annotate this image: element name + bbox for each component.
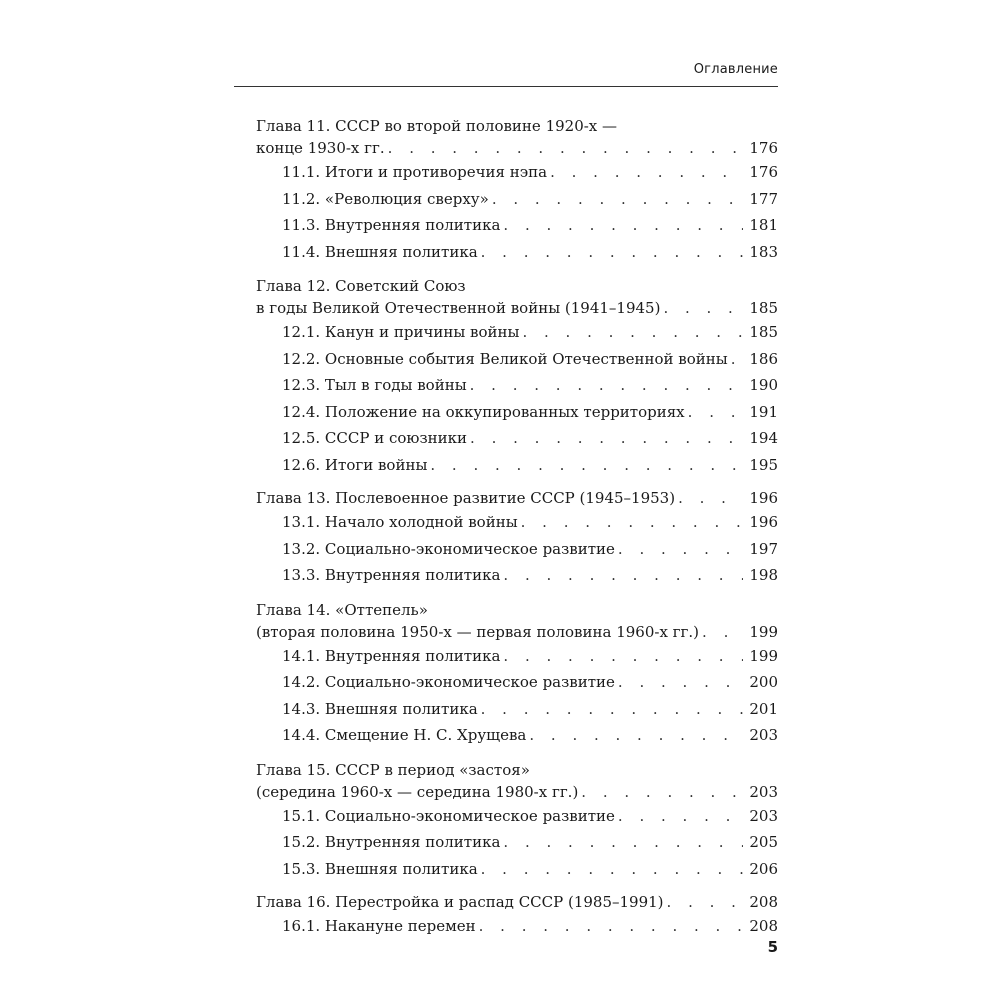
toc-chapter [256, 488, 778, 589]
section-page-number: 195 [749, 455, 778, 474]
chapter-title-text: Глава 14. «Оттепель» [256, 600, 428, 619]
chapter-entry[interactable] [256, 892, 778, 913]
section-title: 11.2. «Революция сверху» [282, 189, 489, 208]
section-page-number: 191 [749, 402, 778, 421]
section-entry[interactable] [256, 829, 778, 856]
dot-leader [522, 319, 743, 346]
section-page-number: 176 [749, 163, 778, 181]
section-entry[interactable] [256, 425, 778, 452]
header-rule [234, 86, 778, 87]
section-title: 12.4. Положение на оккупированных территориях [282, 402, 685, 421]
chapter-title-text: (середина 1960-х — середина 1980-х гг.) [256, 782, 579, 801]
section-entry[interactable] [256, 372, 778, 399]
running-header: Оглавление [693, 62, 778, 77]
section-page-number: 203 [749, 806, 778, 825]
chapter-page-number: 203 [749, 782, 778, 801]
section-page-number: 197 [749, 539, 778, 558]
section-title: 12.1. Канун и причины войны [282, 323, 520, 341]
dot-leader [550, 159, 743, 186]
section-page-number: 185 [749, 323, 778, 341]
dot-leader [481, 239, 744, 266]
dot-leader [678, 488, 743, 509]
section-entry[interactable] [256, 856, 778, 883]
chapter-title-line [256, 115, 778, 138]
section-title: 12.2. Основные события Великой Отечественной войны [282, 349, 728, 368]
section-page-number: 205 [749, 833, 778, 851]
chapter-page-number: 176 [749, 139, 778, 157]
section-entry[interactable] [256, 399, 778, 426]
toc-chapter [256, 892, 778, 940]
chapter-title-line [256, 275, 778, 298]
section-title: 11.4. Внешняя политика [282, 242, 478, 261]
section-entry[interactable] [256, 452, 778, 479]
section-page-number: 203 [749, 726, 778, 744]
chapter-title-line [256, 599, 778, 622]
chapter-entry[interactable] [256, 782, 778, 803]
section-title: 12.3. Тыл в годы войны [282, 376, 467, 394]
dot-leader [618, 803, 743, 830]
section-entry[interactable] [256, 186, 778, 213]
section-entry[interactable] [256, 239, 778, 266]
dot-leader [481, 856, 744, 883]
dot-leader [503, 212, 743, 239]
section-entry[interactable] [256, 913, 778, 940]
dot-leader [688, 399, 744, 426]
section-entry[interactable] [256, 536, 778, 563]
section-page-number: 177 [749, 189, 778, 208]
section-page-number: 200 [749, 673, 778, 691]
dot-leader [702, 622, 743, 643]
dot-leader [663, 298, 743, 319]
section-entry[interactable] [256, 319, 778, 346]
section-entry[interactable] [256, 346, 778, 373]
section-page-number: 206 [749, 859, 778, 878]
chapter-entry[interactable] [256, 488, 778, 509]
toc-chapter [256, 599, 778, 749]
chapter-entry[interactable] [256, 138, 778, 159]
section-entry[interactable] [256, 669, 778, 696]
dot-leader [581, 782, 743, 803]
section-entry[interactable] [256, 696, 778, 723]
page-number: 5 [767, 938, 778, 956]
section-entry[interactable] [256, 159, 778, 186]
section-entry[interactable] [256, 643, 778, 670]
chapter-page-number: 199 [749, 622, 778, 641]
section-page-number: 183 [749, 242, 778, 261]
chapter-title-text: Глава 12. Советский Союз [256, 277, 466, 295]
section-title: 14.3. Внешняя политика [282, 699, 478, 718]
chapter-title-text: Глава 13. Послевоенное развитие СССР (1945–1953) [256, 489, 676, 507]
chapter-title-text: Глава 16. Перестройка и распад СССР (1985–1991) [256, 893, 664, 911]
dot-leader [731, 346, 744, 373]
chapter-title-text: (вторая половина 1950-х — первая половина 1960-х гг.) [256, 622, 700, 641]
chapter-page-number: 196 [749, 489, 778, 507]
dot-leader [503, 829, 743, 856]
section-page-number: 181 [749, 216, 778, 234]
section-entry[interactable] [256, 212, 778, 239]
section-title: 11.1. Итоги и противоречия нэпа [282, 163, 548, 181]
section-title: 13.3. Внутренняя политика [282, 566, 501, 584]
section-title: 13.2. Социально-экономическое развитие [282, 539, 615, 558]
dot-leader [503, 562, 743, 589]
section-title: 12.6. Итоги войны [282, 455, 428, 474]
chapter-title-text: Глава 15. СССР в период «застоя» [256, 760, 530, 779]
section-page-number: 194 [749, 429, 778, 447]
section-entry[interactable] [256, 509, 778, 536]
dot-leader [479, 913, 744, 940]
dot-leader [529, 722, 743, 749]
section-page-number: 196 [749, 513, 778, 531]
section-title: 15.2. Внутренняя политика [282, 833, 501, 851]
section-page-number: 190 [749, 376, 778, 394]
toc-chapter [256, 275, 778, 478]
dot-leader [618, 669, 743, 696]
chapter-title-text: в годы Великой Отечественной войны (1941–1945) [256, 299, 661, 317]
section-title: 11.3. Внутренняя политика [282, 216, 501, 234]
section-title: 12.5. СССР и союзники [282, 429, 468, 447]
section-page-number: 208 [749, 917, 778, 935]
section-page-number: 199 [749, 646, 778, 665]
section-entry[interactable] [256, 722, 778, 749]
chapter-entry[interactable] [256, 622, 778, 643]
dot-leader [470, 372, 744, 399]
toc-chapter [256, 115, 778, 265]
section-title: 14.1. Внутренняя политика [282, 646, 501, 665]
section-title: 14.4. Смещение Н. С. Хрущева [282, 726, 527, 744]
chapter-entry[interactable] [256, 298, 778, 319]
chapter-page-number: 185 [749, 299, 778, 317]
dot-leader [521, 509, 744, 536]
chapter-title-text: Глава 11. СССР во второй половине 1920-х — [256, 117, 618, 135]
chapter-title-line [256, 759, 778, 782]
section-page-number: 186 [749, 349, 778, 368]
chapter-title-text: конце 1930-х гг. [256, 139, 385, 157]
section-title: 15.3. Внешняя политика [282, 859, 478, 878]
section-title: 16.1. Накануне перемен [282, 917, 476, 935]
section-entry[interactable] [256, 562, 778, 589]
dot-leader [618, 536, 743, 563]
section-page-number: 201 [749, 699, 778, 718]
dot-leader [481, 696, 744, 723]
section-title: 13.1. Начало холодной войны [282, 513, 518, 531]
dot-leader [430, 452, 743, 479]
section-title: 15.1. Социально-экономическое развитие [282, 806, 615, 825]
chapter-page-number: 208 [749, 893, 778, 911]
dot-leader [667, 892, 744, 913]
toc-chapter [256, 759, 778, 883]
section-title: 14.2. Социально-экономическое развитие [282, 673, 615, 691]
dot-leader [470, 425, 743, 452]
dot-leader [492, 186, 744, 213]
section-entry[interactable] [256, 803, 778, 830]
dot-leader [388, 138, 744, 159]
dot-leader [503, 643, 743, 670]
table-of-contents [256, 115, 778, 950]
section-page-number: 198 [749, 566, 778, 584]
